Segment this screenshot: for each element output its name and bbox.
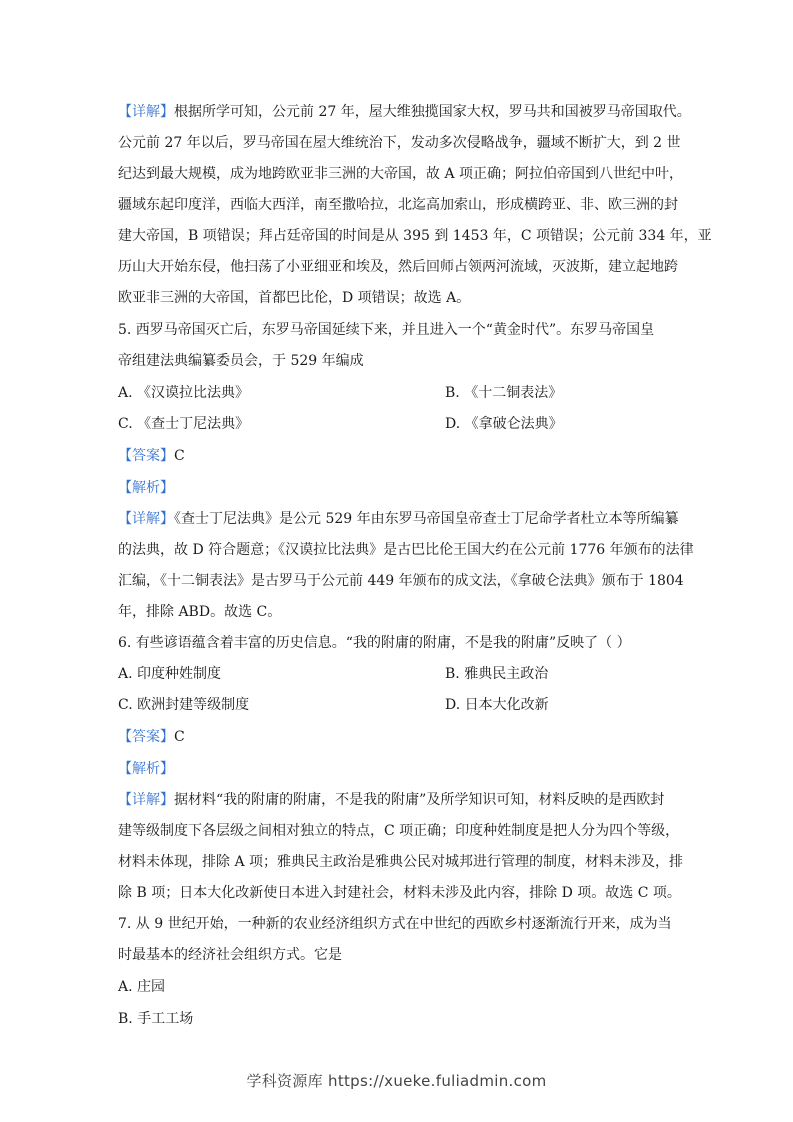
q5-explain-text-1: 《查士丁尼法典》是公元 529 年由东罗马帝国皇帝查士丁尼命学者杜立本等所编纂: [174, 511, 679, 527]
q6-analysis-tag: 【解析】: [118, 761, 174, 777]
q5-stem-line-1: 5. 西罗马帝国灭亡后，东罗马帝国延续下来，并且进入一个“黄金时代”。东罗马帝国皇: [118, 322, 655, 338]
q6-answer-tag: 【答案】: [118, 729, 174, 745]
q6-option-c: C. 欧洲封建等级制度: [118, 697, 250, 713]
q5-explain-line-4: 年，排除 ABD。故选 C。: [118, 604, 282, 620]
q7-stem-line-2: 时最基本的经济社会组织方式。它是: [118, 947, 342, 963]
q6-explain-text-1: 据材料“我的附庸的附庸，不是我的附庸”及所学知识可知，材料反映的是西欧封: [174, 792, 665, 808]
q5-explain-line-3: 汇编，《十二铜表法》是古罗马于公元前 449 年颁布的成文法，《拿破仑法典》颁布于 1804: [118, 573, 684, 589]
q5-explain-tag: 【详解】: [118, 511, 174, 527]
q7-option-b: B. 手工工场: [118, 1011, 194, 1027]
q6-answer-value: C: [174, 729, 185, 745]
q6-explain-line-4: 除 B 项；日本大化改新使日本进入封建社会，材料未涉及此内容，排除 D 项。故选 C 项。: [118, 885, 681, 901]
q4-explain-line-5: 建大帝国，B 项错误；拜占廷帝国的时间是从 395 到 1453 年，C 项错误；公元前 334 年，亚: [118, 228, 712, 244]
q5-analysis-tag: 【解析】: [118, 480, 174, 496]
q5-option-c: C. 《查士丁尼法典》: [118, 416, 250, 432]
q4-explain-line-1: [118, 102, 691, 122]
q4-explain-line-4: 疆域东起印度洋，西临大西洋，南至撒哈拉，北迄高加索山，形成横跨亚、非、欧三洲的封: [118, 197, 678, 213]
q5-answer-tag: 【答案】: [118, 448, 174, 464]
q5-answer: [118, 446, 185, 466]
q4-explain-tag: 【详解】: [118, 104, 174, 120]
q4-explain-line-3: 纪达到最大规模，成为地跨欧亚非三洲的大帝国，故 A 项正确；阿拉伯帝国到八世纪中叶，: [118, 166, 684, 182]
q6-option-d: D. 日本大化改新: [445, 697, 549, 713]
footer-watermark: 学科资源库 https://xueke.fuliadmin.com: [246, 1072, 547, 1090]
q6-explain-line-2: 建等级制度下各层级之间相对独立的特点，C 项正确；印度种姓制度是把人分为四个等级，: [118, 823, 680, 839]
q4-explain-line-7: 欧亚非三洲的大帝国，首都巴比伦，D 项错误；故选 A。: [118, 290, 471, 306]
q6-explain-line-3: 材料未体现，排除 A 项；雅典民主政治是雅典公民对城邦进行管理的制度，材料未涉及，排: [118, 854, 684, 870]
q5-option-a: A. 《汉谟拉比法典》: [118, 385, 250, 401]
q7-option-a: A. 庄园: [118, 979, 166, 995]
q5-stem-line-2: 帝组建法典编纂委员会，于 529 年编成: [118, 353, 364, 369]
q5-option-d: D. 《拿破仑法典》: [445, 416, 563, 432]
q6-explain-tag: 【详解】: [118, 792, 174, 808]
q5-explain-line-2: 的法典，故 D 符合题意；《汉谟拉比法典》是古巴比伦王国大约在公元前 1776 年颁布的法律: [118, 542, 694, 558]
q4-explain-line-2: 公元前 27 年以后，罗马帝国在屋大维统治下，发动多次侵略战争，疆域不断扩大，到 2 世: [118, 135, 681, 151]
q4-explain-line-6: 历山大开始东侵，他扫荡了小亚细亚和埃及，然后回师占领两河流域，灭波斯，建立起地跨: [118, 259, 678, 275]
q5-option-b: B. 《十二铜表法》: [445, 385, 563, 401]
q6-stem-line-1: 6. 有些谚语蕴含着丰富的历史信息。“我的附庸的附庸，不是我的附庸”反映了（ ）: [118, 635, 631, 651]
q6-option-b: B. 雅典民主政治: [445, 666, 549, 682]
q6-answer: [118, 727, 185, 747]
q5-explain-line-1: [118, 509, 679, 529]
q5-answer-value: C: [174, 448, 185, 464]
q7-stem-line-1: 7. 从 9 世纪开始，一种新的农业经济组织方式在中世纪的西欧乡村逐渐流行开来，成为当: [118, 916, 672, 932]
q6-option-a: A. 印度种姓制度: [118, 666, 222, 682]
q6-explain-line-1: [118, 790, 664, 810]
q4-explain-text-1: 根据所学可知，公元前 27 年，屋大维独揽国家大权，罗马共和国被罗马帝国取代。: [174, 104, 691, 120]
